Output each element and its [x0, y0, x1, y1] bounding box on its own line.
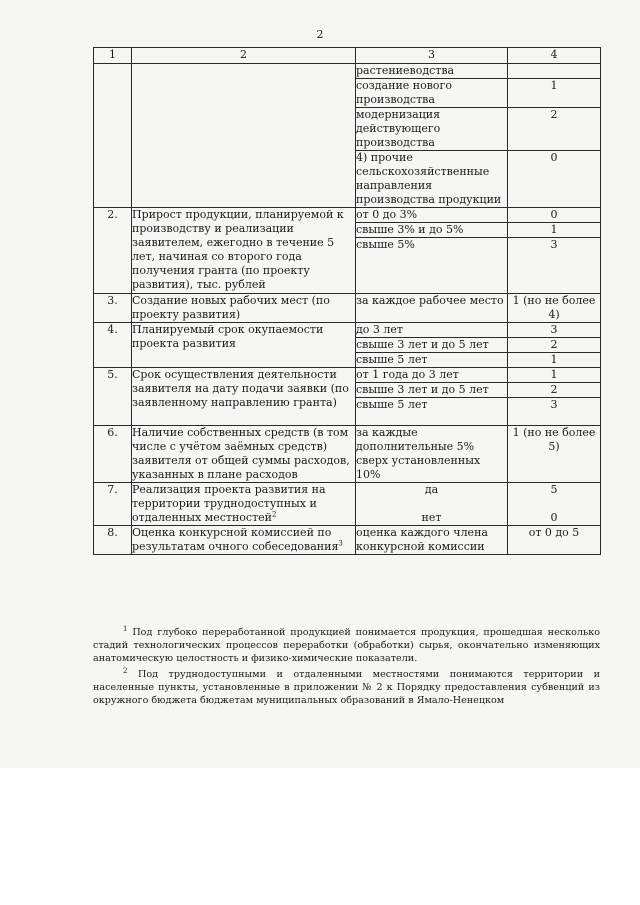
criterion-cell	[132, 483, 356, 526]
points-cell: от 0 до 5	[508, 526, 601, 555]
option-cell: за каждые дополнительные 5% сверх установленных 10%	[356, 426, 508, 483]
criterion-cell: Наличие собственных средств (в том числе с учётом заёмных средств) заявителя от общей суммы расходов, указанных в плане расходов	[132, 426, 356, 483]
num-cell: 7.	[94, 483, 132, 526]
points-yes: 5	[550, 483, 558, 496]
criteria-table	[93, 47, 601, 555]
points-cell: 1	[508, 368, 601, 383]
table-row	[94, 368, 601, 383]
option-cell	[356, 483, 508, 526]
option-cell: за каждое рабочее место	[356, 294, 508, 323]
points-cell: 0	[508, 151, 601, 208]
footnote-text: Под труднодоступными и отдаленными местностями понимаются территории и населенные пункты, установленные в приложении № 2 к Порядку предоставления субвенций из окружного бюджета бюджетам муниципальных образований в Ямало-Ненецком	[93, 669, 600, 706]
table-row	[94, 323, 601, 338]
points-cell: 2	[508, 383, 601, 398]
option-cell: до 3 лет	[356, 323, 508, 338]
num-cell: 2.	[94, 208, 132, 294]
num-cell: 5.	[94, 368, 132, 426]
num-cell: 3.	[94, 294, 132, 323]
criterion-cell: Создание новых рабочих мест (по проекту развития)	[132, 294, 356, 323]
option-cell: свыше 3% и до 5%	[356, 223, 508, 238]
footnotes	[93, 626, 600, 710]
points-cell: 0	[508, 208, 601, 223]
criterion-cell: Планируемый срок окупаемости проекта развития	[132, 323, 356, 368]
option-yes: да	[424, 483, 439, 496]
table-row	[94, 294, 601, 323]
option-cell: от 0 до 3%	[356, 208, 508, 223]
footnote-ref: 2	[272, 510, 277, 519]
header-cell: 3	[356, 48, 508, 64]
points-cell: 1 (но не более 4)	[508, 294, 601, 323]
points-cell: 3	[508, 398, 601, 426]
page-number: 2	[316, 28, 324, 41]
points-cell: 1	[508, 79, 601, 108]
criterion-cell	[132, 526, 356, 555]
option-cell: от 1 года до 3 лет	[356, 368, 508, 383]
footnote	[93, 626, 600, 665]
option-cell: модернизация действующего производства	[356, 108, 508, 151]
criterion-cell	[132, 64, 356, 208]
footnote	[93, 668, 600, 707]
criterion-cell: Срок осуществления деятельности заявителя на дату подачи заявки (по заявленному направлению гранта)	[132, 368, 356, 426]
table-row	[94, 208, 601, 223]
header-cell: 1	[94, 48, 132, 64]
table-header-row	[94, 48, 601, 64]
num-cell: 8.	[94, 526, 132, 555]
points-cell: 1	[508, 353, 601, 368]
option-cell: растениеводства	[356, 64, 508, 79]
footnote-mark: 2	[123, 666, 128, 675]
points-cell: 3	[508, 238, 601, 294]
points-no: 0	[550, 511, 558, 524]
num-cell	[94, 64, 132, 208]
table-row	[94, 426, 601, 483]
criterion-text: Оценка конкурсной комиссией по результатам очного собеседования	[132, 526, 339, 553]
option-cell: оценка каждого члена конкурсной комиссии	[356, 526, 508, 555]
footnote-ref: 3	[338, 539, 343, 548]
points-cell: 3	[508, 323, 601, 338]
header-cell: 2	[132, 48, 356, 64]
criterion-cell: Прирост продукции, планируемой к производству и реализации заявителем, ежегодно в течение 5 лет, начиная со второго года получения гранта (по проекту развития), тыс. рублей	[132, 208, 356, 294]
points-cell: 1 (но не более 5)	[508, 426, 601, 483]
option-cell: свыше 5%	[356, 238, 508, 294]
table-row	[94, 483, 601, 526]
header-cell: 4	[508, 48, 601, 64]
option-cell: свыше 5 лет	[356, 398, 508, 426]
option-cell: свыше 3 лет и до 5 лет	[356, 338, 508, 353]
option-cell: создание нового производства	[356, 79, 508, 108]
footnote-mark: 1	[123, 624, 128, 633]
points-cell	[508, 483, 601, 526]
num-cell: 4.	[94, 323, 132, 368]
option-cell: свыше 5 лет	[356, 353, 508, 368]
points-cell	[508, 64, 601, 79]
footnote-text: Под глубоко переработанной продукцией понимается продукция, прошедшая несколько стадий технологических процессов переработки (обработки) сырья, окончательно изменяющих анатомическую целостность и физико-химические показатели.	[93, 627, 600, 664]
option-no: нет	[421, 511, 442, 524]
points-cell: 2	[508, 338, 601, 353]
points-cell: 2	[508, 108, 601, 151]
option-cell: свыше 3 лет и до 5 лет	[356, 383, 508, 398]
criterion-text: Реализация проекта развития на территории труднодоступных и отдаленных местностей	[132, 483, 326, 524]
option-cell: 4) прочие сельскохозяйственные направления производства продукции	[356, 151, 508, 208]
points-cell: 1	[508, 223, 601, 238]
table-row	[94, 526, 601, 555]
num-cell: 6.	[94, 426, 132, 483]
table-row	[94, 64, 601, 79]
